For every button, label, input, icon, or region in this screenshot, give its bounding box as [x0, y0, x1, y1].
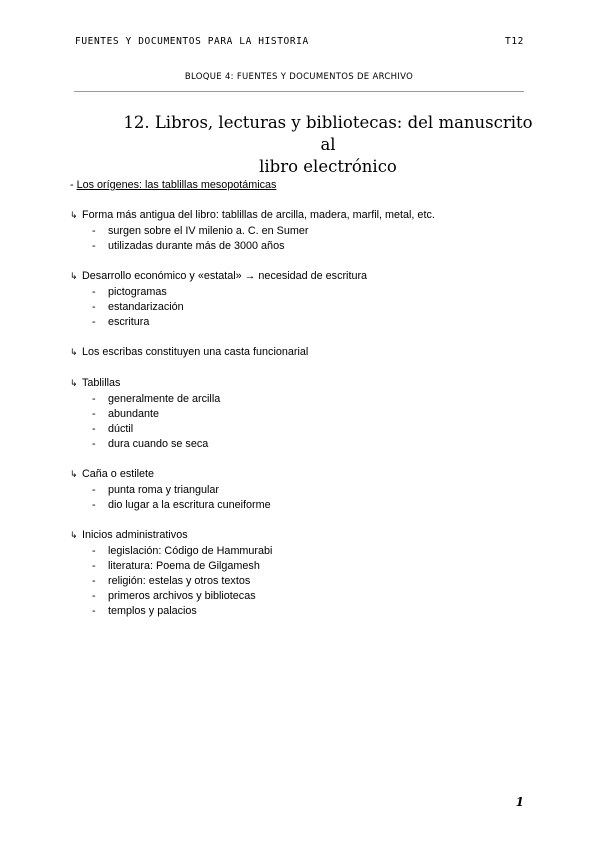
- list-item-text: punta roma y triangular: [108, 484, 220, 496]
- header-divider: [74, 91, 524, 92]
- return-arrow-icon: ↳: [70, 379, 78, 389]
- dash-bullet: -: [92, 286, 96, 298]
- group-heading-text: Caña o estilete: [82, 468, 155, 480]
- group-heading-text: Los escribas constituyen una casta funcionarial: [82, 346, 309, 358]
- list-item: [70, 589, 540, 604]
- section-heading-text: Los orígenes: las tablillas mesopotámicas: [76, 179, 277, 191]
- list-item-text: primeros archivos y bibliotecas: [108, 590, 256, 602]
- list-item: [70, 392, 540, 407]
- return-arrow-icon: ↳: [70, 348, 78, 358]
- list-item-text: generalmente de arcilla: [108, 393, 221, 405]
- list-item-text: dio lugar a la escritura cuneiforme: [108, 499, 271, 511]
- list-item-text: templos y palacios: [108, 605, 197, 617]
- dash-bullet: -: [92, 423, 96, 435]
- list-item-text: pictogramas: [108, 286, 167, 298]
- group-heading: [70, 345, 540, 361]
- dash-bullet: -: [92, 560, 96, 572]
- list-item: [70, 315, 540, 330]
- list-item: [70, 285, 540, 300]
- dash-bullet: -: [92, 225, 96, 237]
- group-item-list: [70, 483, 540, 513]
- header-course-title: FUENTES Y DOCUMENTOS PARA LA HISTORIA: [75, 36, 309, 47]
- group-heading-text: Desarrollo económico y «estatal» → necesidad de escritura: [82, 270, 368, 282]
- group-heading: [70, 269, 540, 285]
- list-item: [70, 544, 540, 559]
- outline-group: [70, 345, 540, 361]
- dash-bullet: -: [92, 240, 96, 252]
- section-heading: [70, 178, 540, 193]
- list-item: [70, 239, 540, 254]
- group-heading: [70, 467, 540, 483]
- list-item: [70, 559, 540, 574]
- dash-bullet: -: [92, 590, 96, 602]
- return-arrow-icon: ↳: [70, 272, 78, 282]
- dash-bullet: -: [92, 499, 96, 511]
- list-item-text: dúctil: [108, 423, 134, 435]
- block-label: BLOQUE 4: FUENTES Y DOCUMENTOS DE ARCHIVO: [184, 72, 414, 82]
- list-item-text: utilizadas durante más de 3000 años: [108, 240, 285, 252]
- content-body: [70, 178, 540, 634]
- list-item-text: surgen sobre el IV milenio a. C. en Sumer: [108, 225, 309, 237]
- list-item: [70, 574, 540, 589]
- return-arrow-icon: ↳: [70, 531, 78, 541]
- list-item-text: abundante: [108, 408, 160, 420]
- list-item: [70, 407, 540, 422]
- group-item-list: [70, 224, 540, 254]
- group-heading-text: Tablillas: [82, 377, 121, 389]
- group-item-list: [70, 392, 540, 452]
- outline-group: [70, 528, 540, 619]
- list-item-text: escritura: [108, 316, 150, 328]
- page-title: [118, 112, 538, 178]
- dash-bullet: -: [92, 301, 96, 313]
- list-item: [70, 483, 540, 498]
- list-item-text: estandarización: [108, 301, 184, 313]
- list-item: [70, 437, 540, 452]
- return-arrow-icon: ↳: [70, 211, 78, 221]
- list-item: [70, 422, 540, 437]
- dash-bullet: -: [92, 316, 96, 328]
- group-heading: [70, 376, 540, 392]
- title-line-1: 12. Libros, lecturas y bibliotecas: del manuscrito al: [123, 113, 533, 154]
- return-arrow-icon: ↳: [70, 470, 78, 480]
- title-line-2: libro electrónico: [259, 157, 397, 176]
- group-item-list: [70, 285, 540, 330]
- dash-bullet: -: [92, 393, 96, 405]
- outline-group: [70, 208, 540, 254]
- list-item: [70, 498, 540, 513]
- group-heading-text: Inicios administrativos: [82, 529, 188, 541]
- dash-bullet: -: [92, 545, 96, 557]
- dash-bullet: -: [92, 484, 96, 496]
- dash-bullet: -: [92, 408, 96, 420]
- dash-bullet: -: [92, 605, 96, 617]
- section-prefix: -: [70, 179, 77, 191]
- list-item-text: legislación: Código de Hammurabi: [108, 545, 273, 557]
- list-item: [70, 224, 540, 239]
- list-item-text: literatura: Poema de Gilgamesh: [108, 560, 260, 572]
- group-heading-text: Forma más antigua del libro: tablillas de arcilla, madera, marfil, metal, etc.: [82, 209, 435, 221]
- outline-group: [70, 467, 540, 513]
- outline-group: [70, 376, 540, 452]
- list-item: [70, 300, 540, 315]
- list-item: [70, 604, 540, 619]
- dash-bullet: -: [92, 438, 96, 450]
- outline-group: [70, 269, 540, 330]
- group-item-list: [70, 544, 540, 619]
- list-item-text: dura cuando se seca: [108, 438, 209, 450]
- group-heading: [70, 528, 540, 544]
- list-item-text: religión: estelas y otros textos: [108, 575, 251, 587]
- group-heading: [70, 208, 540, 224]
- dash-bullet: -: [92, 575, 96, 587]
- page-number: 1: [515, 795, 524, 809]
- header-topic-number: T12: [505, 36, 524, 47]
